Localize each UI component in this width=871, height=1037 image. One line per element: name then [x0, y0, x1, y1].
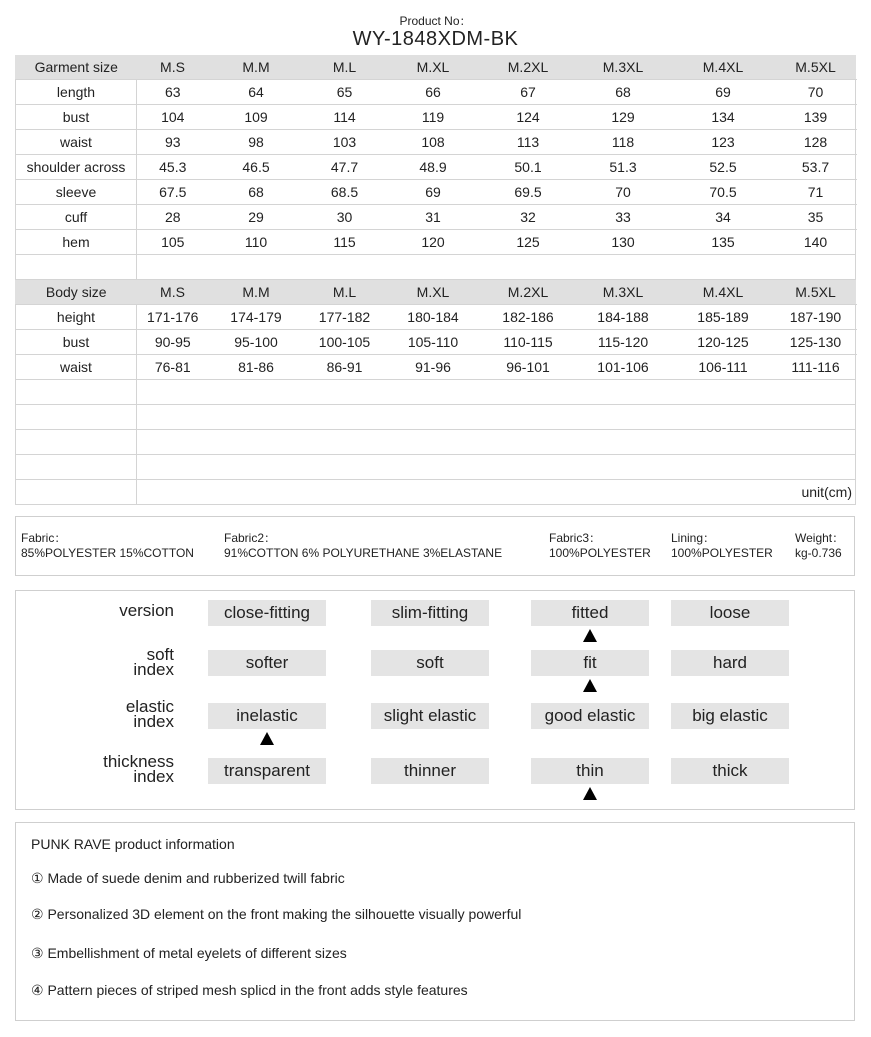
info-item-4: ④ Pattern pieces of striped mesh splicd in the front adds style features — [31, 982, 468, 998]
table-row — [16, 155, 856, 180]
table-cell: 47.7 — [304, 155, 386, 180]
body-header-row — [16, 280, 856, 305]
table-cell: 106-111 — [671, 355, 776, 380]
table-cell: 120 — [386, 230, 481, 255]
attribute-option: big elastic — [671, 703, 789, 729]
table-row — [16, 230, 856, 255]
fabric-item — [21, 531, 194, 561]
attribute-option: softer — [208, 650, 326, 676]
table-cell: 95-100 — [209, 330, 304, 355]
size-header: M.5XL — [776, 280, 856, 305]
empty-row — [16, 405, 856, 430]
table-cell: 68.5 — [304, 180, 386, 205]
size-header: M.S — [137, 280, 209, 305]
table-cell: 65 — [304, 80, 386, 105]
table-cell: 184-188 — [576, 305, 671, 330]
table-cell: 118 — [576, 130, 671, 155]
attribute-option: slim-fitting — [371, 600, 489, 626]
size-header: M.XL — [386, 280, 481, 305]
row-label: bust — [16, 105, 137, 130]
row-label: cuff — [16, 205, 137, 230]
row-label: waist — [16, 355, 137, 380]
table-cell: 101-106 — [576, 355, 671, 380]
table-row — [16, 130, 856, 155]
table-cell: 67.5 — [137, 180, 209, 205]
row-label: hem — [16, 230, 137, 255]
empty-cell — [137, 405, 856, 430]
table-cell: 91-96 — [386, 355, 481, 380]
fabric-label: Fabric2： — [224, 531, 277, 545]
info-item-1: ① Made of suede denim and rubberized twill fabric — [31, 870, 345, 886]
table-cell: 123 — [671, 130, 776, 155]
empty-cell — [137, 455, 856, 480]
table-cell: 115 — [304, 230, 386, 255]
table-cell: 182-186 — [481, 305, 576, 330]
table-cell: 135 — [671, 230, 776, 255]
info-item-3: ③ Embellishment of metal eyelets of different sizes — [31, 945, 347, 961]
empty-cell — [16, 255, 137, 280]
table-cell: 48.9 — [386, 155, 481, 180]
size-header: M.2XL — [481, 55, 576, 80]
table-cell: 180-184 — [386, 305, 481, 330]
table-cell: 93 — [137, 130, 209, 155]
table-row — [16, 180, 856, 205]
table-cell: 70.5 — [671, 180, 776, 205]
attribute-label: soft — [146, 645, 174, 664]
table-cell: 171-176 — [137, 305, 209, 330]
table-cell: 115-120 — [576, 330, 671, 355]
fabric-label: Weight： — [795, 531, 845, 545]
table-cell: 69 — [386, 180, 481, 205]
table-cell: 129 — [576, 105, 671, 130]
size-header: M.4XL — [671, 55, 776, 80]
fabric-item — [549, 531, 651, 561]
table-cell: 66 — [386, 80, 481, 105]
table-cell: 86-91 — [304, 355, 386, 380]
table-cell: 120-125 — [671, 330, 776, 355]
table-cell: 52.5 — [671, 155, 776, 180]
table-cell: 103 — [304, 130, 386, 155]
table-cell: 113 — [481, 130, 576, 155]
selected-marker-icon — [583, 787, 597, 800]
attribute-label: index — [133, 660, 174, 679]
table-cell: 104 — [137, 105, 209, 130]
attribute-label: version — [119, 601, 174, 620]
table-cell: 76-81 — [137, 355, 209, 380]
empty-row — [16, 255, 856, 280]
table-cell: 67 — [481, 80, 576, 105]
table-cell: 30 — [304, 205, 386, 230]
empty-cell — [16, 455, 137, 480]
empty-row — [16, 380, 856, 405]
product-number: WY-1848XDM-BK — [352, 28, 519, 50]
table-cell: 32 — [481, 205, 576, 230]
selected-marker-icon — [260, 732, 274, 745]
table-cell: 70 — [776, 80, 856, 105]
attribute-label: index — [133, 767, 174, 786]
table-cell: 105-110 — [386, 330, 481, 355]
empty-cell — [137, 380, 856, 405]
size-header: M.3XL — [576, 280, 671, 305]
info-title: PUNK RAVE product information — [31, 836, 235, 852]
size-header: M.3XL — [576, 55, 671, 80]
row-label: height — [16, 305, 137, 330]
table-cell: 28 — [137, 205, 209, 230]
table-cell: 174-179 — [209, 305, 304, 330]
fabric-label: Fabric3： — [549, 531, 602, 545]
fabric-value: kg-0.736 — [795, 546, 842, 560]
empty-cell — [16, 380, 137, 405]
empty-cell — [16, 405, 137, 430]
table-cell: 110-115 — [481, 330, 576, 355]
table-row — [16, 105, 856, 130]
fabric-item — [224, 531, 502, 561]
table-cell: 110 — [209, 230, 304, 255]
attribute-option: close-fitting — [208, 600, 326, 626]
fabric-value: 91%COTTON 6% POLYURETHANE 3%ELASTANE — [224, 546, 503, 560]
table-cell: 46.5 — [209, 155, 304, 180]
table-cell: 63 — [137, 80, 209, 105]
garment-header-row — [16, 55, 856, 80]
table-row — [16, 80, 856, 105]
fabric-value: 85%POLYESTER 15%COTTON — [21, 546, 194, 560]
attribute-label: index — [133, 712, 174, 731]
table-cell: 51.3 — [576, 155, 671, 180]
table-cell: 187-190 — [776, 305, 856, 330]
table-cell: 108 — [386, 130, 481, 155]
fabric-value: 100%POLYESTER — [671, 546, 773, 560]
table-cell: 31 — [386, 205, 481, 230]
product-info-panel — [15, 822, 855, 1021]
body-title: Body size — [16, 280, 137, 305]
table-cell: 125 — [481, 230, 576, 255]
table-row — [16, 330, 856, 355]
fabric-panel — [15, 516, 855, 576]
table-cell: 29 — [209, 205, 304, 230]
table-cell: 134 — [671, 105, 776, 130]
table-cell: 114 — [304, 105, 386, 130]
attribute-option: fit — [531, 650, 649, 676]
fabric-item — [795, 531, 844, 561]
empty-row — [16, 480, 856, 505]
row-label: bust — [16, 330, 137, 355]
size-header: M.5XL — [776, 55, 856, 80]
size-header: M.XL — [386, 55, 481, 80]
table-cell: 119 — [386, 105, 481, 130]
table-cell: 35 — [776, 205, 856, 230]
empty-cell — [16, 480, 137, 505]
empty-row — [16, 455, 856, 480]
size-table — [15, 55, 856, 505]
row-label: sleeve — [16, 180, 137, 205]
attribute-option: inelastic — [208, 703, 326, 729]
table-cell: 98 — [209, 130, 304, 155]
size-header: M.2XL — [481, 280, 576, 305]
table-cell: 69.5 — [481, 180, 576, 205]
table-cell: 109 — [209, 105, 304, 130]
table-row — [16, 355, 856, 380]
table-cell: 185-189 — [671, 305, 776, 330]
table-cell: 130 — [576, 230, 671, 255]
table-cell: 140 — [776, 230, 856, 255]
table-cell: 70 — [576, 180, 671, 205]
table-cell: 128 — [776, 130, 856, 155]
table-cell: 100-105 — [304, 330, 386, 355]
table-cell: 53.7 — [776, 155, 856, 180]
attribute-option: loose — [671, 600, 789, 626]
fabric-label: Fabric： — [21, 531, 67, 545]
selected-marker-icon — [583, 679, 597, 692]
attribute-label: thickness — [103, 752, 174, 771]
table-cell: 69 — [671, 80, 776, 105]
attribute-option: good elastic — [531, 703, 649, 729]
table-cell: 33 — [576, 205, 671, 230]
table-cell: 50.1 — [481, 155, 576, 180]
table-cell: 125-130 — [776, 330, 856, 355]
attribute-option: soft — [371, 650, 489, 676]
row-label: shoulder across — [16, 155, 137, 180]
size-header: M.M — [209, 280, 304, 305]
attribute-option: thinner — [371, 758, 489, 784]
table-cell: 64 — [209, 80, 304, 105]
table-cell: 68 — [209, 180, 304, 205]
attribute-option: thick — [671, 758, 789, 784]
table-cell: 124 — [481, 105, 576, 130]
table-cell: 68 — [576, 80, 671, 105]
version-panel — [15, 590, 855, 810]
attribute-option: fitted — [531, 600, 649, 626]
fabric-value: 100%POLYESTER — [549, 546, 651, 560]
row-label: length — [16, 80, 137, 105]
table-cell: 105 — [137, 230, 209, 255]
attribute-option: transparent — [208, 758, 326, 784]
unit-label: unit(cm) — [137, 480, 856, 505]
attribute-label: elastic — [125, 697, 174, 716]
table-cell: 111-116 — [776, 355, 856, 380]
fabric-item — [671, 531, 773, 561]
attribute-option: thin — [531, 758, 649, 784]
garment-title: Garment size — [16, 55, 137, 80]
table-cell: 90-95 — [137, 330, 209, 355]
size-header: M.4XL — [671, 280, 776, 305]
table-cell: 139 — [776, 105, 856, 130]
product-no-label: Product No： — [399, 14, 472, 28]
size-header: M.M — [209, 55, 304, 80]
size-header: M.L — [304, 55, 386, 80]
fabric-label: Lining： — [671, 531, 716, 545]
table-cell: 81-86 — [209, 355, 304, 380]
empty-row — [16, 430, 856, 455]
size-header: M.S — [137, 55, 209, 80]
empty-cell — [16, 430, 137, 455]
selected-marker-icon — [583, 629, 597, 642]
table-cell: 177-182 — [304, 305, 386, 330]
row-label: waist — [16, 130, 137, 155]
attribute-option: hard — [671, 650, 789, 676]
empty-cell — [137, 255, 856, 280]
attribute-option: slight elastic — [371, 703, 489, 729]
info-item-2: ② Personalized 3D element on the front making the silhouette visually powerful — [31, 906, 522, 922]
size-header: M.L — [304, 280, 386, 305]
table-row — [16, 305, 856, 330]
table-cell: 45.3 — [137, 155, 209, 180]
table-row — [16, 205, 856, 230]
table-cell: 71 — [776, 180, 856, 205]
empty-cell — [137, 430, 856, 455]
table-cell: 96-101 — [481, 355, 576, 380]
table-cell: 34 — [671, 205, 776, 230]
